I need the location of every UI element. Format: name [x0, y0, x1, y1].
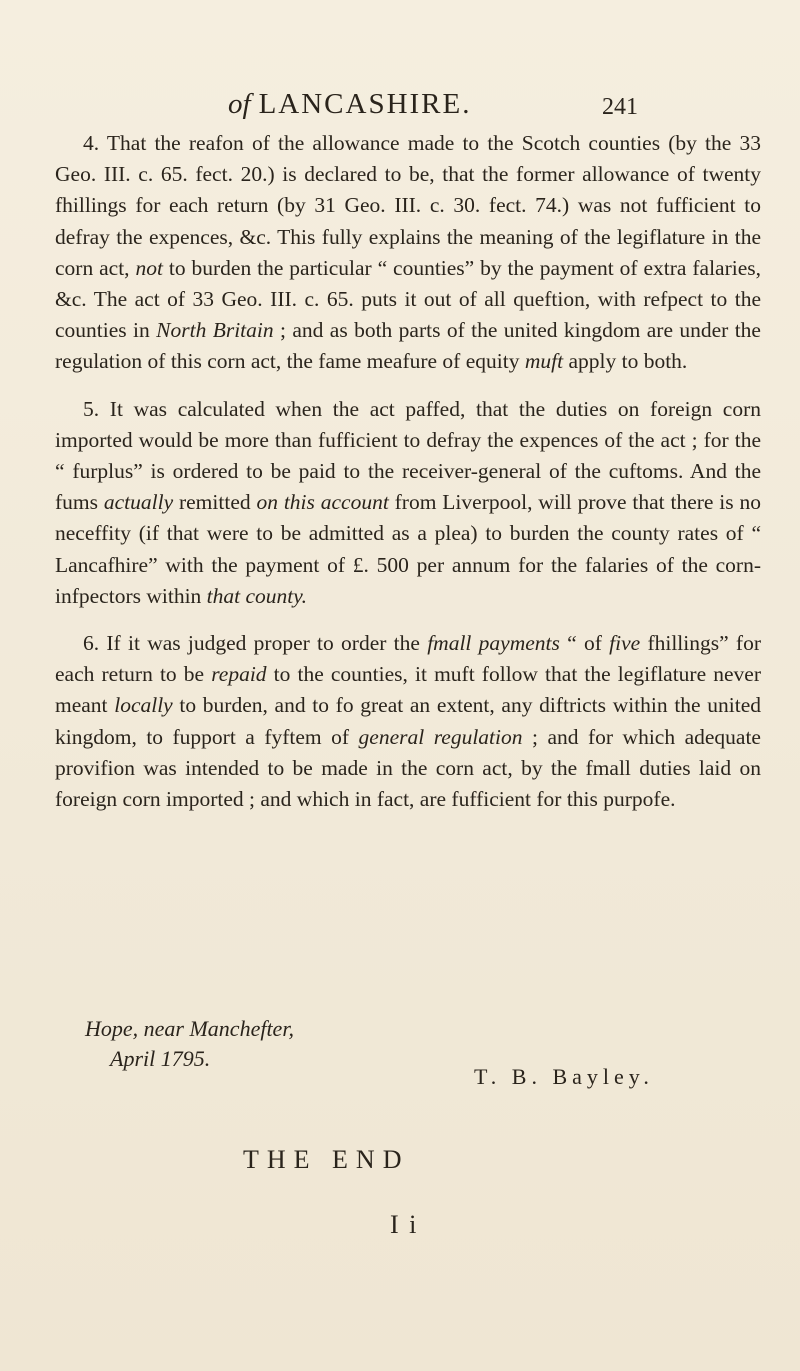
- the-end: THE END: [243, 1145, 410, 1174]
- text-run: apply to both.: [563, 349, 688, 374]
- italic-run: five: [609, 631, 641, 656]
- text-run: ; and as both parts of the united kingdom are under the regulation of this corn act, the fame meafure of equity: [55, 318, 761, 374]
- italic-run: actually: [103, 490, 174, 515]
- italic-run: North Britain: [156, 318, 274, 343]
- text-run: 4. That the reafon of the allowance made to the Scotch counties (by the 33 Geo. III. c. 65. fect. 20.) is declared to be, that the former allowance of twenty fhillings for each return (by 31 Geo. III. c. 30. fect. 74.) was not fufficient to defray the expences, &c. This fully explains the meaning of the legiflature in the corn act,: [55, 131, 761, 280]
- text-run: to burden the particular “ counties” by the payment of extra falaries, &c. The act of 33 Geo. III. c. 65. puts it out of all queftion, with refpect to the counties in: [55, 255, 762, 343]
- running-head-prefix: of: [228, 88, 251, 120]
- signoff-date: April 1795.: [110, 1046, 211, 1071]
- text-run: “ of: [559, 631, 610, 656]
- italic-run: repaid: [211, 662, 267, 687]
- text-run: 6. If it was judged proper to order the: [83, 631, 428, 656]
- text-run: remitted: [173, 490, 257, 515]
- text-run: to burden, and to fo great an extent, any diftricts within the united kingdom, to fupport a fyftem of: [55, 693, 761, 749]
- italic-run: locally: [114, 693, 173, 718]
- page-number: 241: [602, 94, 638, 120]
- italic-run: on this account: [256, 490, 389, 515]
- running-head-county: LANCASHIRE.: [258, 88, 472, 120]
- text-run: 5. It was calculated when the act paffed, that the duties on foreign corn imported would be more than fufficient to defray the expences of the act ; for the “ furplus” is ordered to be paid to the receiver-general of the cuftoms. And the fums: [55, 396, 761, 515]
- italic-run: muft: [524, 349, 564, 374]
- text-run: from Liverpool, will prove that there is no neceffity (if that were to be admitted as a plea) to burden the county rates of “ Lancafhire” with the payment of £. 500 per annum for the falaries of the corn-infpectors within: [55, 490, 762, 608]
- italic-run: not: [135, 255, 163, 280]
- text-run: fhillings” for each return to be: [55, 631, 761, 687]
- italic-run: fmall payments: [427, 631, 560, 656]
- text-run: to the counties, it muft follow that the legiflature never meant: [55, 662, 761, 718]
- italic-run: that county.: [206, 583, 307, 608]
- signoff-author: T. B. Bayley.: [474, 1064, 654, 1089]
- italic-run: general regulation: [358, 724, 523, 749]
- text-run: ; and for which adequate provifion was intended to be made in the corn act, by the fmall duties laid on foreign corn imported ; and which in fact, are fufficient for this purpofe.: [55, 724, 761, 812]
- signoff-place: Hope, near Manchefter,: [85, 1016, 294, 1041]
- signature-mark: I i: [390, 1210, 419, 1239]
